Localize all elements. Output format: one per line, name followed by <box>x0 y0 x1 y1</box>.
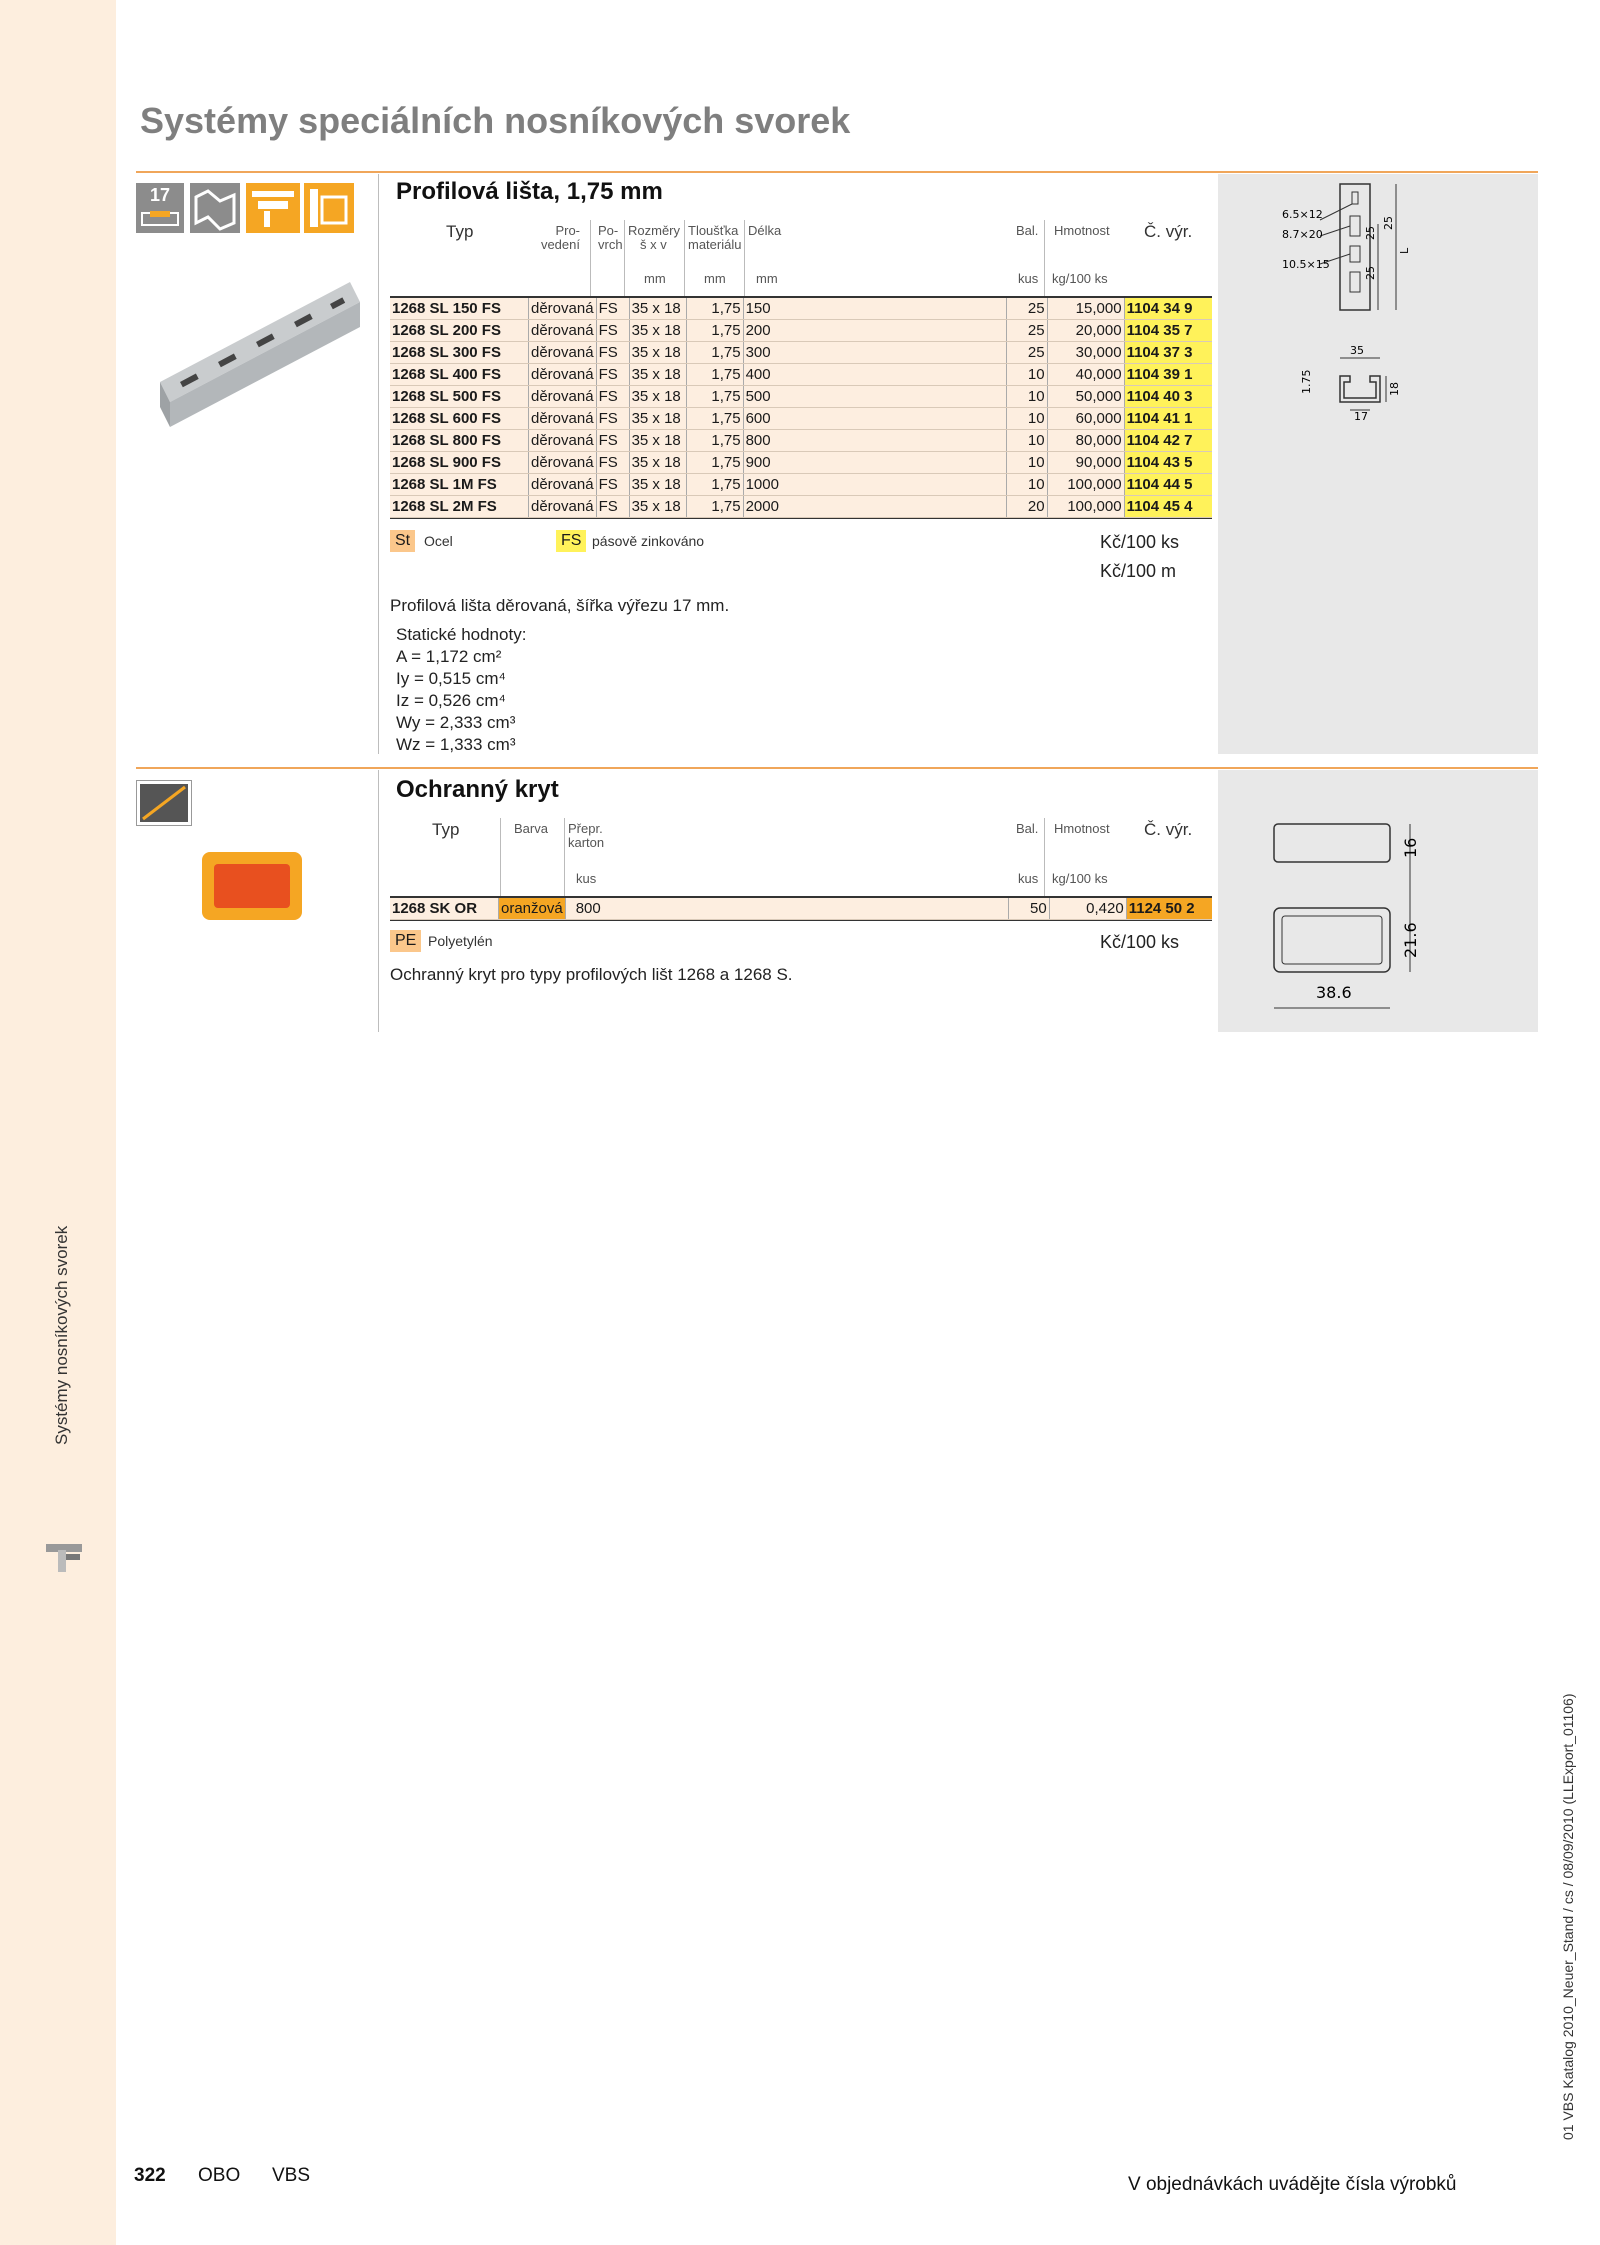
header-barva: Barva <box>514 821 548 836</box>
static-value: Wz = 1,333 cm³ <box>396 735 516 754</box>
table-row <box>390 496 1212 518</box>
cell-povrch: FS <box>596 364 629 386</box>
sidebar-title: Systémy nosníkových svorek <box>52 1225 71 1445</box>
cell-bal: 10 <box>1006 364 1047 386</box>
header-povrch-1: Po- <box>598 223 619 238</box>
cell-delka: 300 <box>743 342 1006 364</box>
cell-rozmery: 35 x 18 <box>629 474 686 496</box>
cell-tloustka: 1,75 <box>686 452 743 474</box>
cell-barva: oranžová <box>499 898 566 920</box>
cell-typ: 1268 SL 400 FS <box>390 364 529 386</box>
cell-cvyr: 1104 43 5 <box>1124 452 1212 474</box>
drawing-label: 35 <box>1350 344 1364 357</box>
cell-rozmery: 35 x 18 <box>629 342 686 364</box>
cell-cvyr: 1104 35 7 <box>1124 320 1212 342</box>
cell-cvyr: 1104 42 7 <box>1124 430 1212 452</box>
rail-profile-icon <box>190 183 240 233</box>
cell-provedeni: děrovaná <box>529 474 597 496</box>
cell-provedeni: děrovaná <box>529 452 597 474</box>
static-value: Iz = 0,526 cm⁴ <box>396 691 506 710</box>
hdr-vline-3 <box>684 220 685 296</box>
rail-technical-drawing <box>1270 180 1530 420</box>
cell-rozmery: 35 x 18 <box>629 320 686 342</box>
cell-delka: 900 <box>743 452 1006 474</box>
section-vline <box>378 174 379 754</box>
mounting-icon <box>246 183 300 233</box>
slot-width-label: 17 <box>149 185 171 205</box>
table-row <box>390 364 1212 386</box>
unit-mm-3: mm <box>756 271 778 286</box>
drawing-label: 10.5×15 <box>1282 258 1330 271</box>
header-bal: Bal. <box>1016 821 1039 836</box>
section1-description: Profilová lišta děrovaná, šířka výřezu 17 mm. <box>390 596 730 615</box>
cell-povrch: FS <box>596 496 629 518</box>
cell-delka: 200 <box>743 320 1006 342</box>
cap-table <box>390 898 1212 920</box>
cell-povrch: FS <box>596 320 629 342</box>
hdr-vline <box>500 818 501 896</box>
header-prepr-2: karton <box>568 835 605 850</box>
drawing-label: 8.7×20 <box>1282 228 1323 241</box>
hdr-vline <box>1044 818 1045 896</box>
section-vline <box>378 770 379 1032</box>
cell-delka: 1000 <box>743 474 1006 496</box>
drawing-label: 21.6 <box>1401 922 1420 958</box>
cell-tloustka: 1,75 <box>686 342 743 364</box>
cell-povrch: FS <box>596 386 629 408</box>
cell-typ: 1268 SL 2M FS <box>390 496 529 518</box>
cell-bal: 20 <box>1006 496 1047 518</box>
header-prepr <box>568 822 604 850</box>
cell-cvyr: 1124 50 2 <box>1126 898 1212 920</box>
cell-cvyr: 1104 40 3 <box>1124 386 1212 408</box>
cell-hmotnost: 30,000 <box>1047 342 1124 364</box>
cell-tloustka: 1,75 <box>686 298 743 320</box>
unit-kus: kus <box>576 871 597 886</box>
cell-cvyr: 1104 37 3 <box>1124 342 1212 364</box>
cell-tloustka: 1,75 <box>686 474 743 496</box>
cell-rozmery: 35 x 18 <box>629 452 686 474</box>
page-number: 322 <box>134 2165 166 2186</box>
cell-tloustka: 1,75 <box>686 320 743 342</box>
static-value: Wy = 2,333 cm³ <box>396 713 516 732</box>
cell-typ: 1268 SL 1M FS <box>390 474 529 496</box>
hdr-vline-4 <box>744 220 745 296</box>
static-value: A = 1,172 cm² <box>396 647 502 666</box>
cell-typ: 1268 SL 600 FS <box>390 408 529 430</box>
cell-hmotnost: 100,000 <box>1047 496 1124 518</box>
table-row <box>390 298 1212 320</box>
cell-hmotnost: 100,000 <box>1047 474 1124 496</box>
drawing-label: 25 <box>1364 226 1377 240</box>
cell-rozmery: 35 x 18 <box>629 298 686 320</box>
header-rozmery <box>628 224 680 252</box>
cell-typ: 1268 SL 200 FS <box>390 320 529 342</box>
cell-bal: 10 <box>1006 430 1047 452</box>
section2-description: Ochranný kryt pro typy profilových lišt 1268 a 1268 S. <box>390 965 793 984</box>
cell-rozmery: 35 x 18 <box>629 430 686 452</box>
cell-cvyr: 1104 41 1 <box>1124 408 1212 430</box>
header-prepr-1: Přepr. <box>568 821 603 836</box>
surface-name: pásově zinkováno <box>592 533 705 549</box>
cap-technical-drawing <box>1260 790 1440 1020</box>
hdr-vline <box>564 818 565 896</box>
header-rozmery-2: š x v <box>640 237 667 252</box>
cell-cvyr: 1104 44 5 <box>1124 474 1212 496</box>
table-bottom-rule <box>390 518 1212 519</box>
section-divider <box>136 171 1538 173</box>
cell-provedeni: děrovaná <box>529 364 597 386</box>
cell-bal: 50 <box>1008 898 1049 920</box>
cell-tloustka: 1,75 <box>686 430 743 452</box>
cell-provedeni: děrovaná <box>529 342 597 364</box>
drawing-label: 17 <box>1354 410 1368 420</box>
cell-prepr: 800 <box>565 898 1008 920</box>
header-provedeni-1: Pro- <box>555 223 580 238</box>
unit-kg: kg/100 ks <box>1052 271 1108 286</box>
cell-tloustka: 1,75 <box>686 386 743 408</box>
drawing-label: 38.6 <box>1316 983 1352 1002</box>
cell-tloustka: 1,75 <box>686 364 743 386</box>
surface-code: FS <box>556 530 586 552</box>
cell-delka: 600 <box>743 408 1006 430</box>
cell-provedeni: děrovaná <box>529 496 597 518</box>
table-row <box>390 408 1212 430</box>
hdr-vline-1 <box>590 220 591 296</box>
beam-clamp-icon <box>44 1540 88 1576</box>
header-hmotnost: Hmotnost <box>1054 223 1110 238</box>
cell-rozmery: 35 x 18 <box>629 496 686 518</box>
sidebar-strip <box>0 0 116 2245</box>
hdr-vline-5 <box>1044 220 1045 296</box>
cell-delka: 2000 <box>743 496 1006 518</box>
unit-kus: kus <box>1018 871 1039 886</box>
cell-delka: 150 <box>743 298 1006 320</box>
material-name: Polyetylén <box>428 933 493 949</box>
cell-rozmery: 35 x 18 <box>629 408 686 430</box>
drawing-label: 18 <box>1388 382 1401 396</box>
cell-delka: 500 <box>743 386 1006 408</box>
product-table <box>390 298 1212 518</box>
cell-bal: 25 <box>1006 320 1047 342</box>
header-povrch <box>598 224 623 252</box>
cell-hmotnost: 15,000 <box>1047 298 1124 320</box>
table-row <box>390 452 1212 474</box>
cell-hmotnost: 90,000 <box>1047 452 1124 474</box>
cell-cvyr: 1104 39 1 <box>1124 364 1212 386</box>
catalog-meta: 01 VBS Katalog 2010_Neuer_Stand / cs / 08/09/2010 (LLExport_01106) <box>1560 1693 1576 2140</box>
profile-rail-image <box>150 262 360 432</box>
header-povrch-2: vrch <box>598 237 623 252</box>
cell-bal: 25 <box>1006 298 1047 320</box>
slot-width-icon <box>136 183 184 233</box>
cell-hmotnost: 50,000 <box>1047 386 1124 408</box>
header-tloustka-2: materiálu <box>688 237 742 252</box>
unit-mm-2: mm <box>704 271 726 286</box>
cell-cvyr: 1104 34 9 <box>1124 298 1212 320</box>
cell-hmotnost: 0,420 <box>1049 898 1126 920</box>
hdr-vline-2 <box>624 220 625 296</box>
cell-provedeni: děrovaná <box>529 386 597 408</box>
header-typ: Typ <box>432 820 460 839</box>
price-unit-2: Kč/100 m <box>1100 561 1177 581</box>
cfc-free-icon <box>136 780 192 826</box>
static-title: Statické hodnoty: <box>396 625 527 644</box>
cell-cvyr: 1104 45 4 <box>1124 496 1212 518</box>
cell-hmotnost: 80,000 <box>1047 430 1124 452</box>
section2-title: Ochranný kryt <box>396 776 559 803</box>
header-provedeni <box>532 224 580 252</box>
unit-mm-1: mm <box>644 271 666 286</box>
cell-typ: 1268 SK OR <box>390 898 499 920</box>
cell-rozmery: 35 x 18 <box>629 364 686 386</box>
cell-povrch: FS <box>596 408 629 430</box>
cell-provedeni: děrovaná <box>529 298 597 320</box>
cell-provedeni: děrovaná <box>529 320 597 342</box>
drawing-label: 16 <box>1401 837 1420 858</box>
header-typ: Typ <box>446 222 474 241</box>
cell-bal: 10 <box>1006 408 1047 430</box>
cell-bal: 10 <box>1006 452 1047 474</box>
cell-typ: 1268 SL 900 FS <box>390 452 529 474</box>
header-cvyr: Č. výr. <box>1144 820 1193 839</box>
table-row <box>390 386 1212 408</box>
cell-povrch: FS <box>596 342 629 364</box>
price-unit: Kč/100 ks <box>1100 932 1180 952</box>
footer-brand: OBO <box>198 2165 241 2186</box>
drawing-label: 6.5×12 <box>1282 208 1323 221</box>
cell-delka: 400 <box>743 364 1006 386</box>
cell-bal: 25 <box>1006 342 1047 364</box>
header-provedeni-2: vedení <box>540 237 580 252</box>
unit-kg: kg/100 ks <box>1052 871 1108 886</box>
material-name: Ocel <box>424 533 453 549</box>
header-tloustka-1: Tloušťka <box>688 223 739 238</box>
protective-cap-image <box>196 846 308 926</box>
unit-kus: kus <box>1018 271 1039 286</box>
cell-hmotnost: 40,000 <box>1047 364 1124 386</box>
cell-delka: 800 <box>743 430 1006 452</box>
header-rozmery-1: Rozměry <box>628 223 681 238</box>
header-tloustka <box>688 224 741 252</box>
price-unit-1: Kč/100 ks <box>1100 532 1180 552</box>
cell-hmotnost: 60,000 <box>1047 408 1124 430</box>
header-delka: Délka <box>748 223 782 238</box>
cell-typ: 1268 SL 500 FS <box>390 386 529 408</box>
footer-note: V objednávkách uvádějte čísla výrobků <box>1128 2174 1457 2195</box>
header-cvyr: Č. výr. <box>1144 222 1193 241</box>
drawing-label: 25 <box>1382 216 1395 230</box>
footer-catalog: VBS <box>272 2165 311 2186</box>
cell-povrch: FS <box>596 452 629 474</box>
drawing-label: L <box>1398 247 1411 254</box>
cell-tloustka: 1,75 <box>686 408 743 430</box>
cell-bal: 10 <box>1006 386 1047 408</box>
cell-povrch: FS <box>596 430 629 452</box>
cell-rozmery: 35 x 18 <box>629 386 686 408</box>
header-bal: Bal. <box>1016 223 1039 238</box>
header-hmotnost: Hmotnost <box>1054 821 1110 836</box>
section-divider <box>136 767 1538 769</box>
cell-tloustka: 1,75 <box>686 496 743 518</box>
cell-typ: 1268 SL 300 FS <box>390 342 529 364</box>
cell-bal: 10 <box>1006 474 1047 496</box>
section1-title: Profilová lišta, 1,75 mm <box>396 178 663 205</box>
drawing-label: 1.75 <box>1300 369 1313 394</box>
cell-hmotnost: 20,000 <box>1047 320 1124 342</box>
cell-typ: 1268 SL 800 FS <box>390 430 529 452</box>
drawing-label: 25 <box>1364 266 1377 280</box>
cell-typ: 1268 SL 150 FS <box>390 298 529 320</box>
static-value: Iy = 0,515 cm⁴ <box>396 669 506 688</box>
installation-icon <box>304 183 354 233</box>
table-row <box>390 342 1212 364</box>
cell-provedeni: děrovaná <box>529 430 597 452</box>
cell-povrch: FS <box>596 298 629 320</box>
page-title: Systémy speciálních nosníkových svorek <box>140 100 851 141</box>
table-row <box>390 430 1212 452</box>
table-row <box>390 898 1212 920</box>
cell-povrch: FS <box>596 474 629 496</box>
cell-provedeni: děrovaná <box>529 408 597 430</box>
table-row <box>390 474 1212 496</box>
material-code: St <box>390 530 415 552</box>
table-row <box>390 320 1212 342</box>
table-bottom-rule <box>390 920 1212 921</box>
material-code: PE <box>390 930 421 952</box>
